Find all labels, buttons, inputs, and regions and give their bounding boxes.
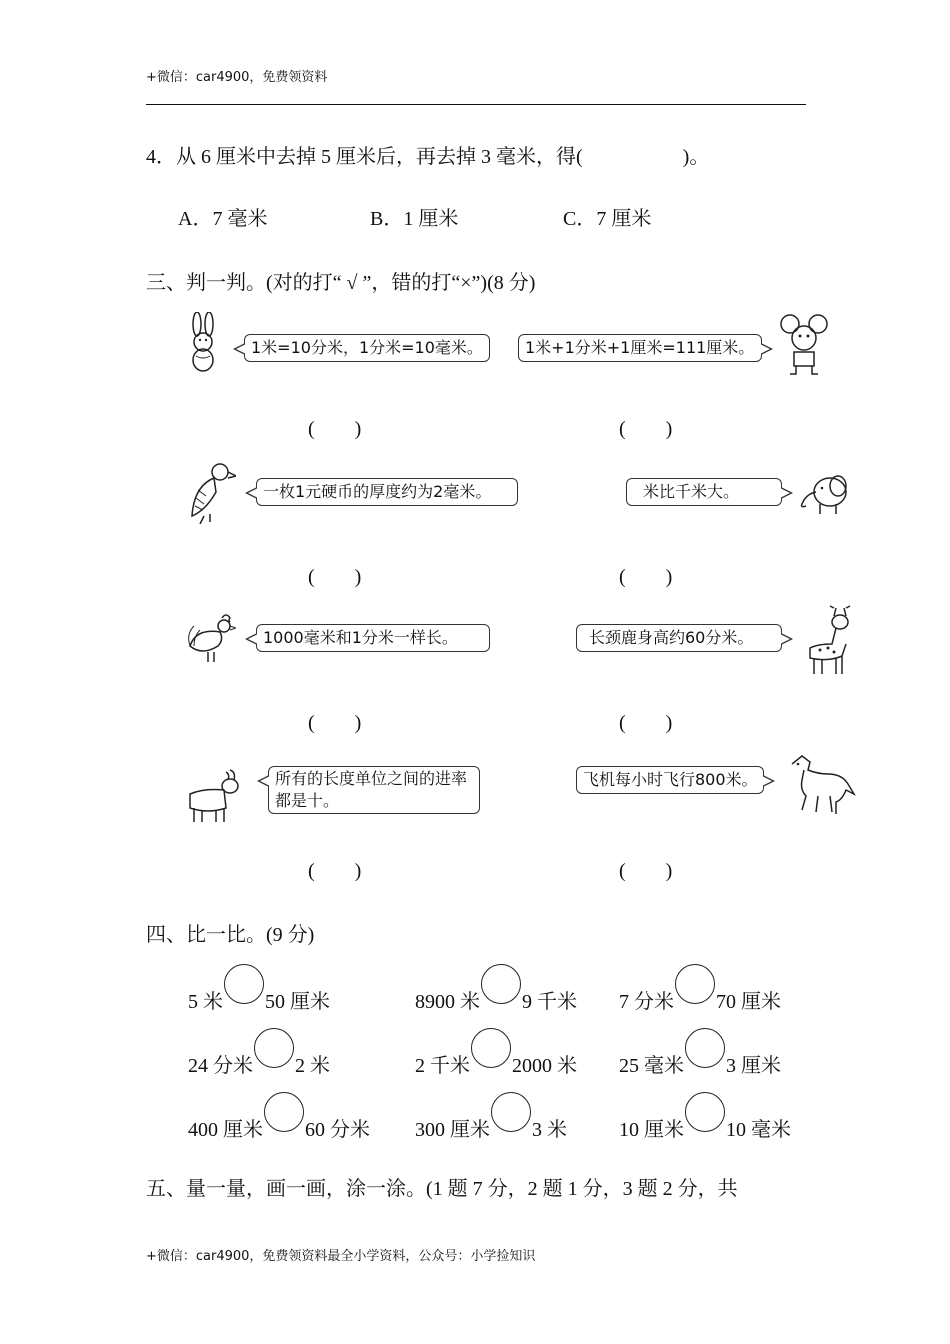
compare-circle[interactable] [264, 1092, 304, 1132]
statement-3-bubble [256, 478, 518, 506]
question-4-option-b: B．1 厘米 [370, 208, 459, 230]
answer-blank-6[interactable]: ( ) [619, 712, 673, 734]
question-4-stem: 4．从 6 厘米中去掉 5 厘米后，再去掉 3 毫米，得( )。 [146, 146, 710, 168]
statement-2-bubble [518, 334, 762, 362]
compare-item-r1c3 [619, 974, 781, 1014]
compare-item-r2c1 [188, 1038, 330, 1078]
compare-item-r1c2 [415, 974, 577, 1014]
section-5-title: 五、量一量，画一画，涂一涂。(1 题 7 分，2 题 1 分，3 题 2 分，共 [146, 1178, 738, 1200]
answer-blank-7[interactable]: ( ) [308, 860, 362, 882]
compare-circle[interactable] [224, 964, 264, 1004]
statement-3-text: 一枚1元硬币的厚度约为2毫米。 [263, 482, 492, 501]
mouse-icon [778, 312, 830, 378]
answer-blank-8[interactable]: ( ) [619, 860, 673, 882]
compare-right: 70 厘米 [716, 991, 781, 1013]
compare-item-r2c3 [619, 1038, 781, 1078]
header-divider [146, 104, 806, 105]
statement-5-bubble [256, 624, 490, 652]
compare-circle[interactable] [481, 964, 521, 1004]
rabbit-icon [184, 312, 224, 374]
answer-blank-1[interactable]: ( ) [308, 418, 362, 440]
compare-item-r3c1 [188, 1102, 370, 1142]
compare-right: 2000 米 [512, 1055, 577, 1077]
compare-left: 8900 米 [415, 991, 480, 1013]
compare-item-r2c2 [415, 1038, 577, 1078]
answer-blank-3[interactable]: ( ) [308, 566, 362, 588]
bird-icon [184, 460, 236, 524]
section-4-title: 四、比一比。(9 分) [146, 924, 315, 946]
section-3-title: 三、判一判。(对的打“ √ ”，错的打“×”)(8 分) [146, 272, 536, 294]
compare-right: 60 分米 [305, 1119, 370, 1141]
compare-right: 9 千米 [522, 991, 577, 1013]
goat-icon [184, 766, 244, 824]
statement-6-bubble [576, 624, 782, 652]
statement-4-bubble [626, 478, 782, 506]
compare-circle[interactable] [471, 1028, 511, 1068]
statement-1-text: 1米=10分米，1分米=10毫米。 [251, 338, 483, 357]
answer-blank-5[interactable]: ( ) [308, 712, 362, 734]
compare-right: 10 毫米 [726, 1119, 791, 1141]
statement-8-bubble [576, 766, 764, 794]
statement-7-bubble [268, 766, 480, 814]
compare-left: 10 厘米 [619, 1119, 684, 1141]
statement-5-text: 1000毫米和1分米一样长。 [263, 628, 458, 647]
compare-right: 50 厘米 [265, 991, 330, 1013]
compare-circle[interactable] [685, 1092, 725, 1132]
question-4-option-a: A．7 毫米 [178, 208, 268, 230]
compare-right: 3 米 [532, 1119, 567, 1141]
compare-left: 400 厘米 [188, 1119, 263, 1141]
statement-1-bubble [244, 334, 490, 362]
compare-right: 2 米 [295, 1055, 330, 1077]
answer-blank-4[interactable]: ( ) [619, 566, 673, 588]
horse-icon [784, 752, 860, 816]
compare-left: 300 厘米 [415, 1119, 490, 1141]
statement-4-text: 米比千米大。 [643, 482, 740, 501]
deer-icon [800, 604, 860, 676]
compare-item-r3c2 [415, 1102, 567, 1142]
compare-circle[interactable] [254, 1028, 294, 1068]
compare-item-r1c1 [188, 974, 330, 1014]
question-4-option-c: C．7 厘米 [563, 208, 652, 230]
footer-watermark: +微信：car4900，免费领资料最全小学资料，公众号：小学捡知识 [146, 1249, 536, 1264]
header-watermark: +微信：car4900，免费领资料 [146, 70, 328, 85]
statement-6-text: 长颈鹿身高约60分米。 [589, 628, 754, 647]
statement-7-text: 所有的长度单位之间的进率都是十。 [275, 769, 468, 810]
compare-circle[interactable] [685, 1028, 725, 1068]
rooster-icon [186, 612, 236, 664]
elephant-icon [796, 468, 850, 518]
compare-left: 7 分米 [619, 991, 674, 1013]
statement-2-text: 1米+1分米+1厘米=111厘米。 [525, 338, 755, 357]
compare-left: 24 分米 [188, 1055, 253, 1077]
compare-circle[interactable] [675, 964, 715, 1004]
statement-8-text: 飞机每小时飞行800米。 [583, 770, 758, 789]
compare-right: 3 厘米 [726, 1055, 781, 1077]
compare-left: 5 米 [188, 991, 223, 1013]
compare-item-r3c3 [619, 1102, 791, 1142]
compare-left: 25 毫米 [619, 1055, 684, 1077]
compare-circle[interactable] [491, 1092, 531, 1132]
compare-left: 2 千米 [415, 1055, 470, 1077]
answer-blank-2[interactable]: ( ) [619, 418, 673, 440]
